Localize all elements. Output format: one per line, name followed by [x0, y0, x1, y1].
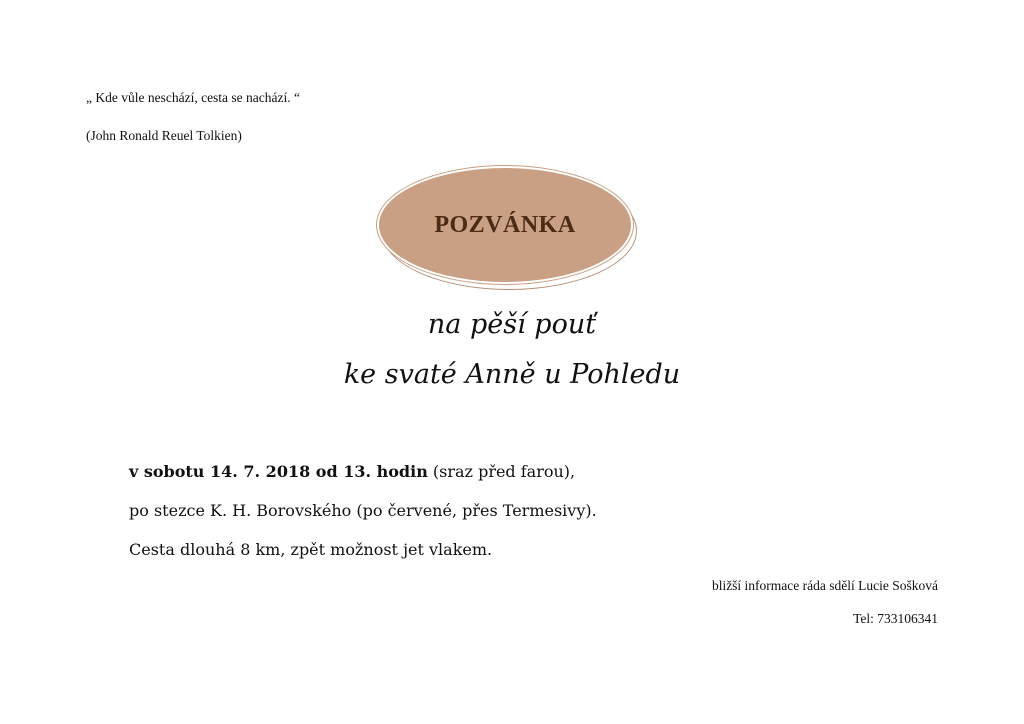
- event-route: po stezce K. H. Borovského (po červené, přes Termesivy).: [129, 501, 597, 520]
- event-meeting-point: (sraz před farou),: [427, 462, 576, 481]
- invitation-line-1: na pěší pouť: [427, 309, 597, 340]
- event-date: v sobotu 14. 7. 2018 od 13. hodin: [129, 462, 428, 481]
- title-badge: [377, 166, 641, 292]
- contact-info: bližší informace ráda sdělí Lucie Sošková: [711, 578, 938, 593]
- event-distance: Cesta dlouhá 8 km, zpět možnost jet vlakem.: [129, 540, 493, 559]
- quote-author: (John Ronald Reuel Tolkien): [86, 128, 242, 143]
- event-date-line: [129, 462, 575, 481]
- contact-phone: Tel: 733106341: [853, 611, 938, 626]
- quote-text: „ Kde vůle neschází, cesta se nachází. “: [86, 90, 301, 105]
- invitation-line-2: ke svaté Anně u Pohledu: [343, 359, 681, 390]
- page-title: POZVÁNKA: [434, 211, 576, 238]
- title-badge-fill: [377, 166, 633, 284]
